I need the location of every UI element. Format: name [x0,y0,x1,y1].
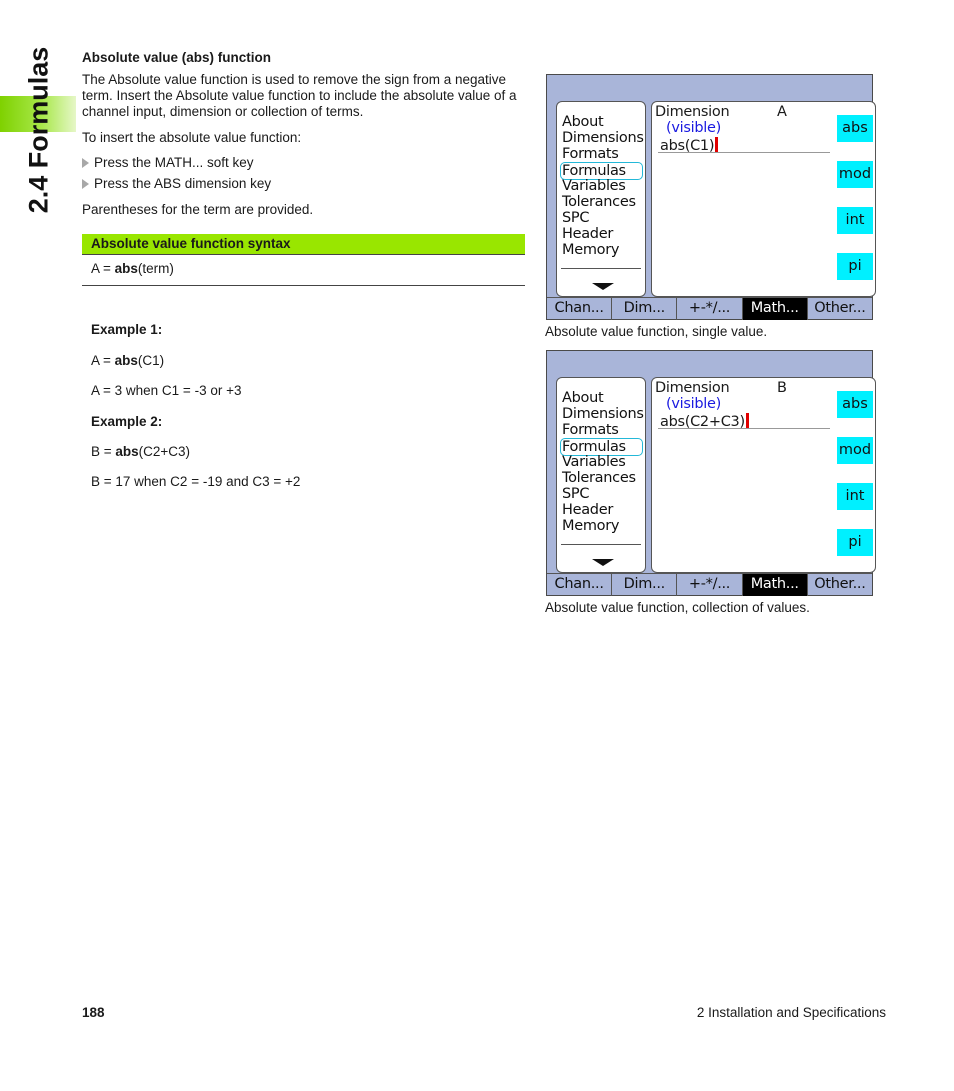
softkey-dim[interactable]: Dim... [612,574,677,596]
dimension-label: Dimension [655,380,730,396]
example-2-label: Example 2: [91,414,163,429]
dimension-label: Dimension [655,104,730,120]
visibility-status: (visible) [666,120,721,136]
step-item: Press the ABS dimension key [82,176,271,192]
int-button[interactable]: int [837,207,873,234]
formula-underline [658,152,830,153]
screenshot-collection-values [546,350,873,596]
menu-item-formats[interactable]: Formats [562,422,619,438]
insert-instructions: To insert the absolute value function: [82,130,302,145]
formula-underline [658,428,830,429]
example-1-result: A = 3 when C1 = -3 or +3 [91,383,242,398]
softkey-math[interactable]: Math... [743,574,808,596]
screenshot-single-value [546,74,873,320]
softkey-math[interactable]: Math... [743,298,808,320]
softkey-bar [547,297,872,320]
menu-item-about[interactable]: About [562,390,604,406]
figure-caption-1: Absolute value function, single value. [545,324,768,339]
example-1-label: Example 1: [91,322,163,337]
pi-button[interactable]: pi [837,529,873,556]
menu-panel [556,101,646,297]
footer-section-title: 2 Installation and Specifications [696,1005,886,1020]
section-side-title: 2.4 Formulas [23,46,54,214]
step-item: Press the MATH... soft key [82,155,254,171]
softkey-dim[interactable]: Dim... [612,298,677,320]
abs-button[interactable]: abs [837,391,873,418]
dimension-letter: B [777,380,787,396]
example-2-formula: B = abs(C2+C3) [91,444,191,459]
softkey-bar [547,573,872,596]
softkey-chan[interactable]: Chan... [547,574,612,596]
menu-item-about[interactable]: About [562,114,604,130]
menu-item-formats[interactable]: Formats [562,146,619,162]
menu-item-formulas[interactable]: Formulas [560,162,643,180]
menu-item-memory[interactable]: Memory [562,518,620,534]
pi-button[interactable]: pi [837,253,873,280]
menu-item-spc[interactable]: SPC [562,486,590,502]
softkey-operators[interactable]: +-*/... [677,574,742,596]
menu-item-dimensions[interactable]: Dimensions [562,130,644,146]
intro-paragraph: The Absolute value function is used to remove the sign from a negative term. Insert the Absolute value function to include the absolute value of a channel input, dimension or collection of terms. [82,72,517,119]
menu-divider [561,268,641,269]
parentheses-note: Parentheses for the term are provided. [82,202,314,217]
visibility-status: (visible) [666,396,721,412]
menu-item-dimensions[interactable]: Dimensions [562,406,644,422]
softkey-chan[interactable]: Chan... [547,298,612,320]
menu-item-variables[interactable]: Variables [562,454,626,470]
formula-input[interactable]: abs(C2+C3) [660,413,749,430]
figure-caption-2: Absolute value function, collection of values. [545,600,810,615]
menu-item-tolerances[interactable]: Tolerances [562,194,636,210]
mod-button[interactable]: mod [837,161,873,188]
formula-input[interactable]: abs(C1) [660,137,718,154]
menu-item-variables[interactable]: Variables [562,178,626,194]
abs-button[interactable]: abs [837,115,873,142]
menu-item-tolerances[interactable]: Tolerances [562,470,636,486]
syntax-table-bottom-rule [82,285,525,286]
menu-item-spc[interactable]: SPC [562,210,590,226]
menu-item-header[interactable]: Header [562,226,613,242]
softkey-other[interactable]: Other... [814,576,866,592]
mod-button[interactable]: mod [837,437,873,464]
dimension-letter: A [777,104,787,120]
softkey-operators[interactable]: +-*/... [677,298,742,320]
int-button[interactable]: int [837,483,873,510]
scroll-down-arrow-icon[interactable] [592,283,614,290]
scroll-down-arrow-icon[interactable] [592,559,614,566]
syntax-table-header: Absolute value function syntax [82,234,525,255]
softkey-other[interactable]: Other... [814,300,866,316]
menu-divider [561,544,641,545]
syntax-row: A = abs(term) [91,261,174,276]
step-arrow-icon [82,179,89,189]
text-cursor [746,413,749,429]
step-arrow-icon [82,158,89,168]
example-2-result: B = 17 when C2 = -19 and C3 = +2 [91,474,301,489]
example-1-formula: A = abs(C1) [91,353,165,368]
section-heading: Absolute value (abs) function [82,50,272,65]
text-cursor [715,137,718,153]
page-number: 188 [82,1005,105,1020]
menu-item-memory[interactable]: Memory [562,242,620,258]
menu-item-header[interactable]: Header [562,502,613,518]
menu-panel [556,377,646,573]
menu-item-formulas[interactable]: Formulas [560,438,643,456]
